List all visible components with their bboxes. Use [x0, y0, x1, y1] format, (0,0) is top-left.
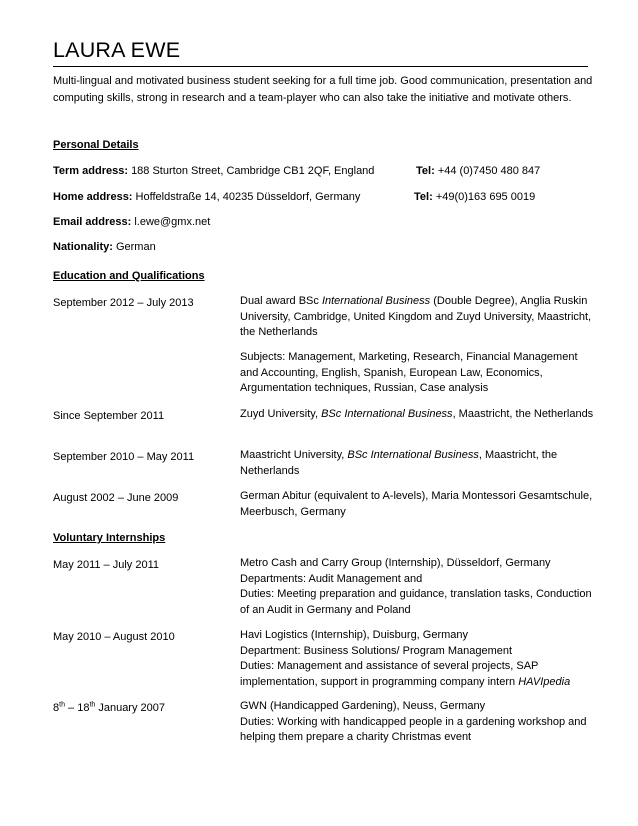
education-description	[240, 294, 595, 341]
home-address-label: Home address:	[53, 191, 133, 203]
education-description	[240, 407, 595, 423]
internship-duties: Duties: Meeting preparation and guidance, translation tasks, Conduction of an Audit in Germany and Poland	[240, 588, 592, 617]
internship-duties-text: Duties: Management and assistance of several projects, SAP implementation, support in programming company intern	[240, 660, 539, 689]
education-date: September 2010 – May 2011	[53, 451, 195, 463]
term-address-line	[53, 164, 374, 178]
education-heading: Education and Qualifications	[53, 270, 205, 282]
home-tel-line	[414, 190, 535, 204]
internships-heading: Voluntary Internships	[53, 532, 166, 544]
internship-employer: Metro Cash and Carry Group (Internship), Düsseldorf, Germany	[240, 557, 551, 569]
education-degree-title: BSc International Business	[347, 449, 479, 461]
education-text: (Double Degree), Anglia Ruskin University, Cambridge, United Kingdom and Zuyd University, Maastricht, the Netherlands	[240, 295, 592, 339]
email-line	[53, 215, 210, 229]
internship-department: Department: Business Solutions/ Program Management	[240, 644, 513, 657]
email-value: l.ewe@gmx.net	[134, 216, 211, 228]
internship-employer: GWN (Handicapped Gardening), Neuss, Germany	[240, 700, 486, 712]
date-part: – 18	[64, 702, 90, 714]
term-tel-line	[416, 164, 540, 178]
education-text: Zuyd University,	[240, 408, 322, 420]
nationality-line	[53, 240, 156, 254]
home-tel-label: Tel:	[414, 191, 433, 203]
date-part: January 2007	[95, 702, 165, 714]
education-date: Since September 2011	[53, 410, 165, 422]
nationality-value: German	[115, 241, 156, 253]
internship-employer: Havi Logistics (Internship), Duisburg, Germany	[240, 629, 469, 641]
education-description	[240, 448, 595, 479]
education-date: September 2012 – July 2013	[53, 297, 194, 309]
personal-details-heading: Personal Details	[53, 139, 139, 151]
home-address-line	[53, 190, 360, 204]
date-ordinal: th	[59, 701, 65, 709]
email-label: Email address:	[53, 216, 132, 228]
title-divider	[53, 66, 588, 67]
education-degree-title: International Business	[321, 295, 431, 307]
term-address-value: 188 Sturton Street, Cambridge CB1 2QF, England	[131, 165, 375, 177]
profile-summary: Multi-lingual and motivated business student seeking for a full time job. Good communication, presentation and computing skills, strong in research and a team-player who can also take the initiative and motivate others.	[53, 75, 593, 104]
internship-description	[240, 556, 595, 619]
home-address-value: Hoffeldstraße 14, 40235 Düsseldorf, Germany	[135, 191, 361, 203]
internship-department: Departments: Audit Management and	[240, 572, 423, 585]
education-text: , Maastricht, the Netherlands	[240, 449, 558, 477]
education-subjects: Subjects: Management, Marketing, Research, Financial Management and Accounting, English, Spanish, European Law, Economics, Argumentation techniques, Russian, Case analysis	[240, 351, 578, 395]
candidate-name: LAURA EWE	[53, 38, 181, 62]
internship-date: May 2010 – August 2010	[53, 631, 175, 643]
nationality-label: Nationality:	[53, 241, 113, 253]
internship-date: May 2011 – July 2011	[53, 559, 159, 571]
home-tel-value: +49(0)163 695 0019	[435, 191, 536, 203]
term-tel-value: +44 (0)7450 480 847	[437, 165, 541, 177]
date-part: 8	[53, 702, 60, 714]
internship-project-name: HAVIpedia	[518, 676, 571, 689]
education-text: Dual award BSc	[240, 295, 322, 307]
education-description: German Abitur (equivalent to A-levels), Maria Montessori Gesamtschule, Meerbusch, Germany	[240, 490, 593, 518]
term-address-label: Term address:	[53, 165, 128, 177]
education-text: Maastricht University,	[240, 449, 348, 461]
internship-description	[240, 628, 595, 691]
term-tel-label: Tel:	[416, 165, 435, 177]
education-text: , Maastricht, the Netherlands	[452, 408, 594, 420]
education-date: August 2002 – June 2009	[53, 492, 179, 504]
date-ordinal: th	[89, 701, 96, 709]
education-degree-title: BSc International Business	[321, 408, 453, 420]
internship-duties: Duties: Working with handicapped people in a gardening workshop and helping them prepare a charity Christmas event	[240, 715, 587, 744]
internship-duties	[240, 659, 595, 690]
internship-description	[240, 699, 595, 746]
internship-date	[53, 701, 165, 715]
